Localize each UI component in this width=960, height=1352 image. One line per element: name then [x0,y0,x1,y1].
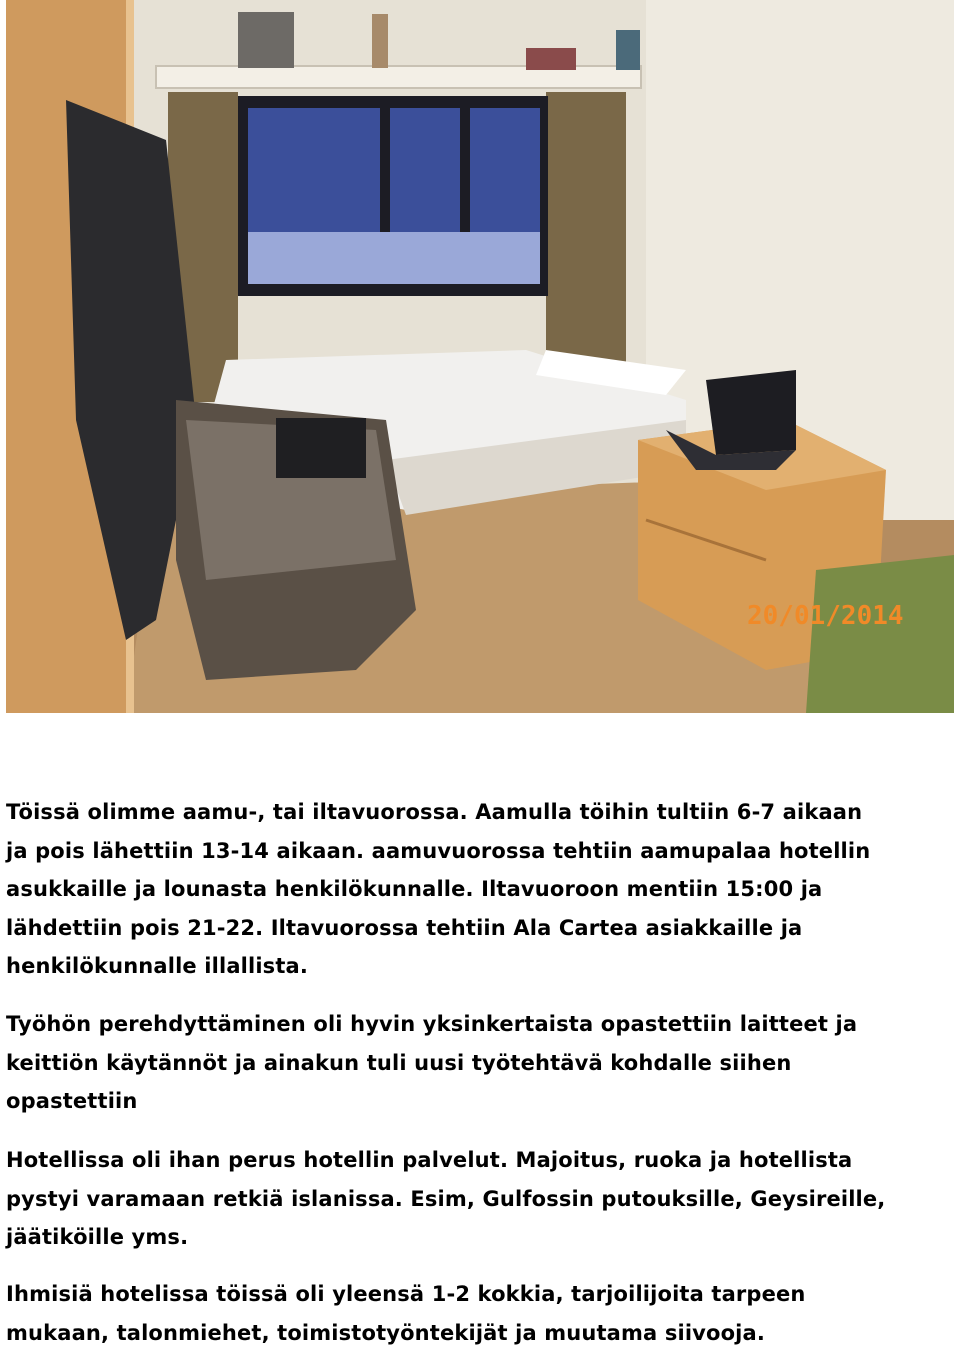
text-line: mukaan, talonmiehet, toimistotyöntekijät ja muutama siivooja. [6,1320,765,1345]
paragraph-hotel-services [6,1141,956,1257]
text-line: jäätiköille yms. [6,1225,189,1250]
paragraph-orientation [6,1005,956,1121]
text-line: Töissä olimme aamu-, tai iltavuorossa. Aamulla töihin tultiin 6-7 aikaan [6,800,863,824]
room-photo [6,0,954,713]
photo-shelf-books-right [616,30,640,70]
photo-shelf-stack [526,48,576,70]
text-line: pystyi varamaan retkiä islanissa. Esim, Gulfossin putouksille, Geysireille, [6,1186,886,1211]
text-line: asukkaille ja lounasta henkilökunnalle. Iltavuoroon mentiin 15:00 ja [6,877,823,902]
text-line: opastettiin [6,1089,138,1114]
photo-date-stamp: 20/01/2014 [747,601,904,631]
photo-side-table [806,555,954,713]
photo-shelf-books [238,12,294,68]
text-line: ja pois lähettiin 13-14 aikaan. aamuvuorossa tehtiin aamupalaa hotellin [6,838,871,863]
text-line: keittiön käytännöt ja ainakun tuli uusi työtehtävä kohdalle siihen [6,1050,792,1075]
photo-shelf-figurine [372,14,388,68]
text-line: henkilökunnalle illallista. [6,954,308,979]
text-line: Hotellissa oli ihan perus hotellin palvelut. Majoitus, ruoka ja hotellista [6,1148,853,1172]
text-line: Ihmisiä hotelissa töissä oli yleensä 1-2 kokkia, tarjoilijoita tarpeen [6,1282,806,1306]
paragraph-shifts [6,793,956,986]
text-line: lähdettiin pois 21-22. Iltavuorossa tehtiin Ala Cartea asiakkaille ja [6,915,803,940]
photo-window-snow [248,232,540,284]
photo-bag [276,418,366,478]
photo-laptop-screen [706,370,796,455]
text-line: Työhön perehdyttäminen oli hyvin yksinkertaista opastettiin laitteet ja [6,1012,858,1036]
paragraph-staff [6,1275,956,1352]
